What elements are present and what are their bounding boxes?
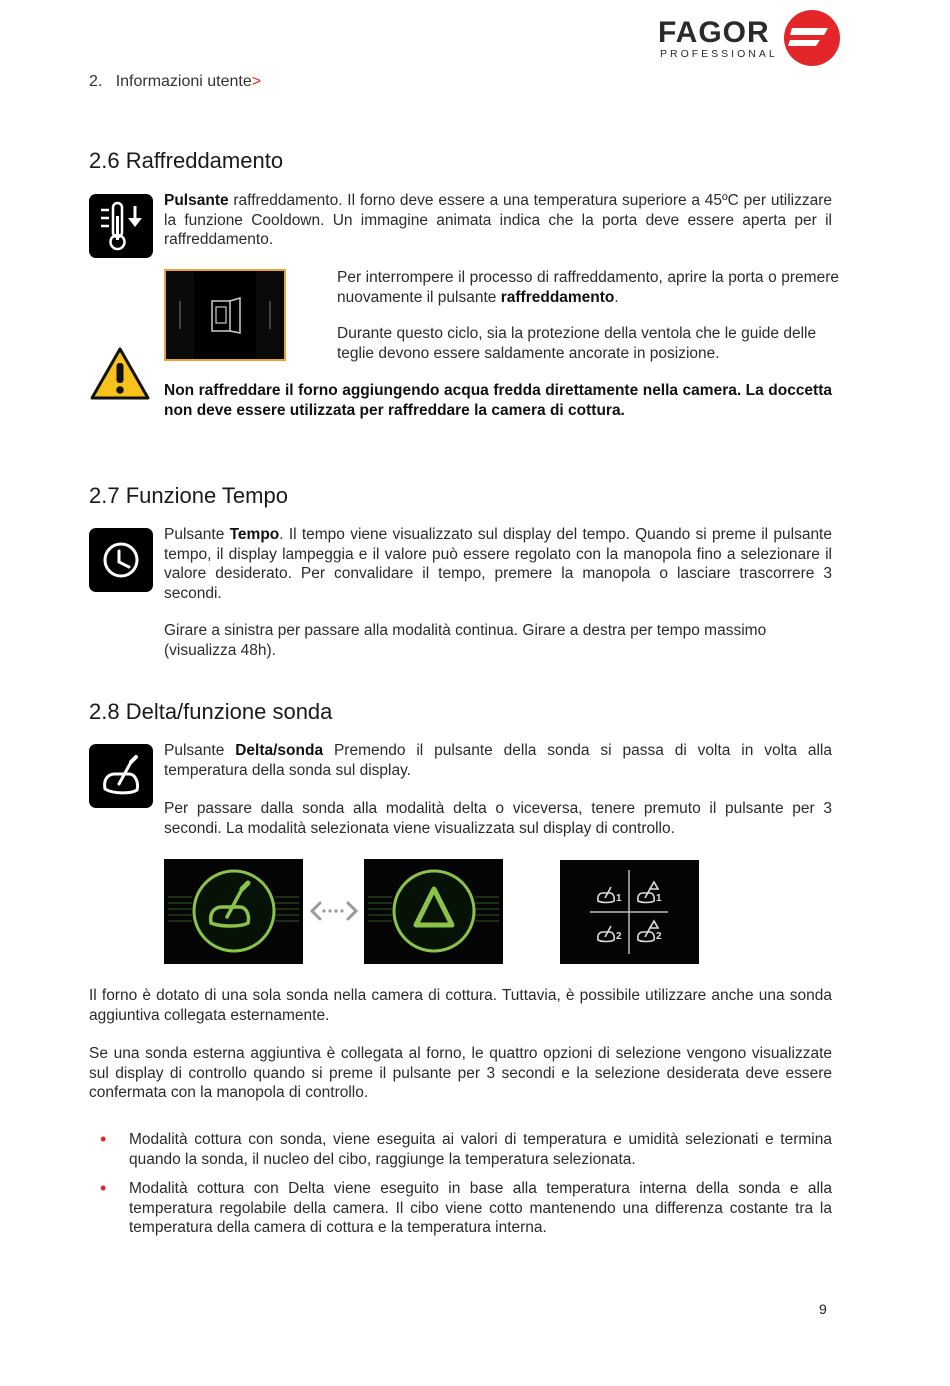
logo-main-text: FAGOR: [658, 16, 770, 49]
bold-label: Pulsante: [164, 192, 229, 209]
text-run: Per interrompere il processo di raffreddamento, aprire la porta o premere nuovamente il pulsante: [337, 269, 839, 306]
breadcrumb-arrow: >: [251, 73, 262, 90]
text-run: Premendo il pulsante della sonda si passa di volta in volta alla temperatura della sonda sul display.: [164, 742, 832, 779]
breadcrumb: [89, 73, 261, 91]
bullet-list: [100, 1130, 832, 1238]
probe-paragraph-2: Per passare dalla sonda alla modalità delta o viceversa, tenere premuto il pulsante per 3 secondi. La modalità selezionata viene visualizzata sul display di controllo.: [164, 800, 832, 837]
thermometer-down-icon: [89, 194, 153, 258]
list-item-text: Modalità cottura con Delta viene eseguito in base alla temperatura interna della sonda e alla temperatura regolabile della camera. Il cibo viene cotto mantenendo una differenza costante tra la temperatura della camera di cottura e la temperatura interna.: [129, 1180, 832, 1236]
fagor-logo-mark-icon: [782, 8, 842, 68]
probe-paragraph-3: Il forno è dotato di una sola sonda nella camera di cottura. Tuttavia, è possibile utilizzare anche una sonda aggiuntiva collegata esternamente.: [89, 987, 832, 1024]
option-label: 1: [616, 893, 622, 904]
cooldown-paragraph-3: [337, 324, 857, 363]
list-item: [100, 1130, 832, 1169]
text-run: raffreddamento. Il forno deve essere a una temperatura superiore a 45ºC per utilizzare la funzione Cooldown. Un immagine animata indica che la porta deve essere aperta per il raffreddamento.: [164, 192, 832, 248]
toggle-arrow-icon: [310, 899, 358, 928]
bold-label: Tempo: [229, 526, 280, 543]
text-run: . Il tempo viene visualizzato sul display del tempo. Quando si preme il pulsante tempo, il display lampeggia e il valore può essere regolato con la manopola fino a selezionare il valore desiderato. Per convalidare il tempo, premere la manopola o lasciare trascorrere 3 secondi.: [164, 526, 832, 602]
cooldown-button-icon: [89, 194, 153, 258]
section-title-funzione-tempo: 2.7 Funzione Tempo: [89, 483, 288, 508]
list-item-text: Modalità cottura con sonda, viene eseguita ai valori di temperatura e umidità selezionati e termina quando la sonda, il nucleo del cibo, raggiunge la temperatura selezionata.: [129, 1131, 832, 1168]
bold-label: raffreddamento: [500, 288, 615, 306]
probe-mode-display-image: [164, 859, 303, 964]
delta-mode-display-image: [364, 859, 503, 964]
time-paragraph-2: Girare a sinistra per passare alla modalità continua. Girare a destra per tempo massimo (visualizza 48h).: [164, 622, 767, 659]
text-run: .: [614, 288, 619, 306]
cooldown-warning-text: Non raffreddare il forno aggiungendo acqua fredda direttamente nella camera. La doccetta non deve essere utilizzata per raffreddare la camera di cottura.: [164, 382, 832, 419]
probe-button-icon: [89, 744, 153, 808]
list-item: [100, 1179, 832, 1238]
section-title-raffreddamento: 2.6 Raffreddamento: [89, 148, 284, 173]
cooldown-paragraph-1: [164, 191, 832, 250]
probe-icon: [89, 744, 153, 808]
probe-paragraph-1: [164, 741, 832, 780]
time-paragraph-1: [164, 525, 832, 603]
clock-icon: [89, 528, 153, 592]
cooldown-door-animation-image: [164, 269, 286, 361]
fagor-logo: [658, 14, 843, 70]
text-run: Pulsante: [164, 526, 230, 543]
cooldown-paragraph-2: [337, 268, 839, 307]
warning-triangle-icon: [89, 346, 151, 407]
oven-door-open-icon: [166, 271, 284, 359]
section-title-delta-sonda: 2.8 Delta/funzione sonda: [89, 699, 333, 724]
text-run: Pulsante: [164, 742, 236, 759]
breadcrumb-number: 2.: [89, 73, 103, 90]
probe-paragraph-4: Se una sonda esterna aggiuntiva è collegata al forno, le quattro opzioni di selezione vengono visualizzate sul display di controllo quando si preme il pulsante per 3 secondi e la selezione desiderata deve essere confermata con la manopola di controllo.: [89, 1045, 832, 1101]
bold-label: Delta/sonda: [235, 742, 324, 759]
breadcrumb-text: Informazioni utente: [115, 73, 252, 90]
bullet-dot-icon: •: [100, 1178, 107, 1198]
option-label: 2: [656, 931, 662, 942]
option-label: 1: [656, 893, 662, 904]
text-run: Durante questo ciclo, sia la protezione della ventola che le guide delle teglie devono essere saldamente ancorate in posizione.: [337, 325, 817, 362]
four-options-display-image: [560, 860, 699, 964]
bullet-dot-icon: •: [100, 1129, 107, 1149]
page-number: 9: [819, 1301, 827, 1317]
logo-sub-text: PROFESSIONAL: [660, 48, 778, 60]
time-button-icon: [89, 528, 153, 592]
option-label: 2: [616, 931, 622, 942]
